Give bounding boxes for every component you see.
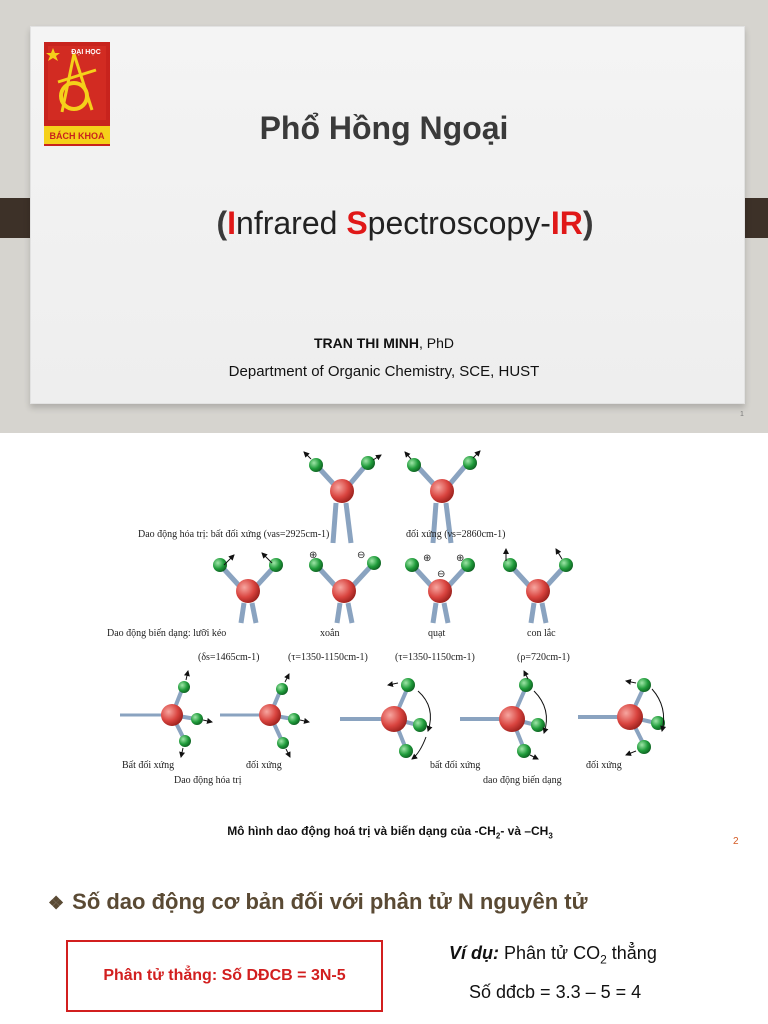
caption-sub1: 2: [495, 831, 501, 841]
formula-box: [66, 940, 383, 1012]
caption-sub2: 3: [548, 831, 553, 841]
subtitle-close-paren: ): [582, 205, 594, 241]
ch3-stretch-asym-model: [120, 671, 212, 757]
logo-bottom-text: BÁCH KHOA: [49, 131, 105, 141]
page-number: 1: [740, 411, 744, 418]
svg-text:⊕: ⊕: [423, 553, 432, 564]
row2-b-label: xoắn: [320, 628, 340, 639]
title-slide: [0, 0, 768, 433]
row3-a-label: Bất đối xứng: [122, 760, 175, 771]
ch2-rocking-model: [503, 549, 573, 623]
ch2-scissoring-model: [213, 553, 283, 623]
row1-right-label: đối xứng (νs=2860cm-1): [406, 529, 506, 540]
ch2-twisting-model: [309, 550, 381, 623]
row3-b-label: đối xứng: [246, 760, 282, 771]
subtitle-nfrared: nfrared: [236, 205, 347, 241]
ddcb-calculation: Số dđcb = 3.3 – 5 = 4: [469, 982, 642, 1002]
degrees-slide: [0, 867, 768, 1024]
svg-text:⊖: ⊖: [357, 550, 366, 561]
example-tail: thẳng: [606, 943, 657, 963]
svg-text:⊖: ⊖: [437, 569, 446, 580]
diagram-caption: [0, 824, 768, 840]
subtitle-open-paren: (: [216, 205, 228, 241]
diamond-bullet-icon: ❖: [48, 893, 65, 913]
row3-group-right: dao động biến dạng: [483, 775, 562, 786]
subtitle-pectroscopy: pectroscopy-: [367, 205, 551, 241]
bullet-text: Số dao động cơ bản đối với phân tử N nguyên tử: [72, 889, 588, 914]
row3-group-left: Dao động hóa trị: [174, 775, 242, 786]
row1-left-label: Dao động hóa trị: bất đối xứng (νas=2925cm-1): [138, 529, 330, 540]
subtitle-letter-i: I: [227, 205, 237, 241]
subtitle-ir: IR: [550, 205, 583, 241]
caption-part2: - và –CH: [500, 824, 549, 838]
slide-title: Phổ Hồng Ngoại: [259, 110, 509, 146]
vibration-diagram: [0, 433, 768, 803]
ch3-stretch-sym-model: [220, 674, 309, 757]
svg-text:⊕: ⊕: [309, 550, 318, 561]
author-suffix: , PhD: [418, 335, 454, 351]
page-number: 2: [733, 836, 739, 847]
row3-d-label: đối xứng: [586, 760, 622, 771]
author-line: [0, 335, 768, 351]
row2-c-value: (τ=1350-1150cm-1): [395, 652, 475, 663]
vibration-slide: [0, 433, 768, 867]
ch2-wagging-model: [405, 553, 475, 623]
example-sub: 2: [600, 952, 607, 967]
row2-a-value: (δs=1465cm-1): [198, 652, 260, 663]
caption-part1: Mô hình dao động hoá trị và biến dạng của -CH: [227, 824, 496, 838]
example-text: Phân tử CO: [499, 943, 601, 963]
bullet-heading: [48, 889, 588, 915]
ch3-bend-asym-model: [340, 678, 430, 759]
row2-c-label: quạt: [428, 628, 446, 639]
slide-subtitle: [0, 205, 768, 242]
ch3-bend-sym-model: [460, 671, 546, 759]
example-label: Ví dụ:: [449, 943, 499, 963]
author-name: TRAN THI MINH: [313, 335, 419, 351]
department: Department of Organic Chemistry, SCE, HUST: [228, 363, 540, 380]
logo-top-text: ĐẠI HỌC: [71, 49, 101, 56]
row2-d-label: con lắc: [527, 628, 556, 639]
row2-b-value: (τ=1350-1150cm-1): [288, 652, 368, 663]
row2-d-value: (ρ=720cm-1): [517, 652, 570, 663]
example-line: [449, 943, 657, 967]
subtitle-letter-s: S: [346, 205, 368, 241]
ch3-bend-sym-2-model: [578, 678, 665, 755]
row2-a-label: Dao động biến dạng: lưỡi kéo: [107, 628, 227, 639]
svg-text:⊕: ⊕: [456, 553, 465, 564]
row3-c-label: bất đối xứng: [430, 760, 481, 771]
formula-text: Phân tử thẳng: Số DĐCB = 3N-5: [103, 967, 346, 984]
